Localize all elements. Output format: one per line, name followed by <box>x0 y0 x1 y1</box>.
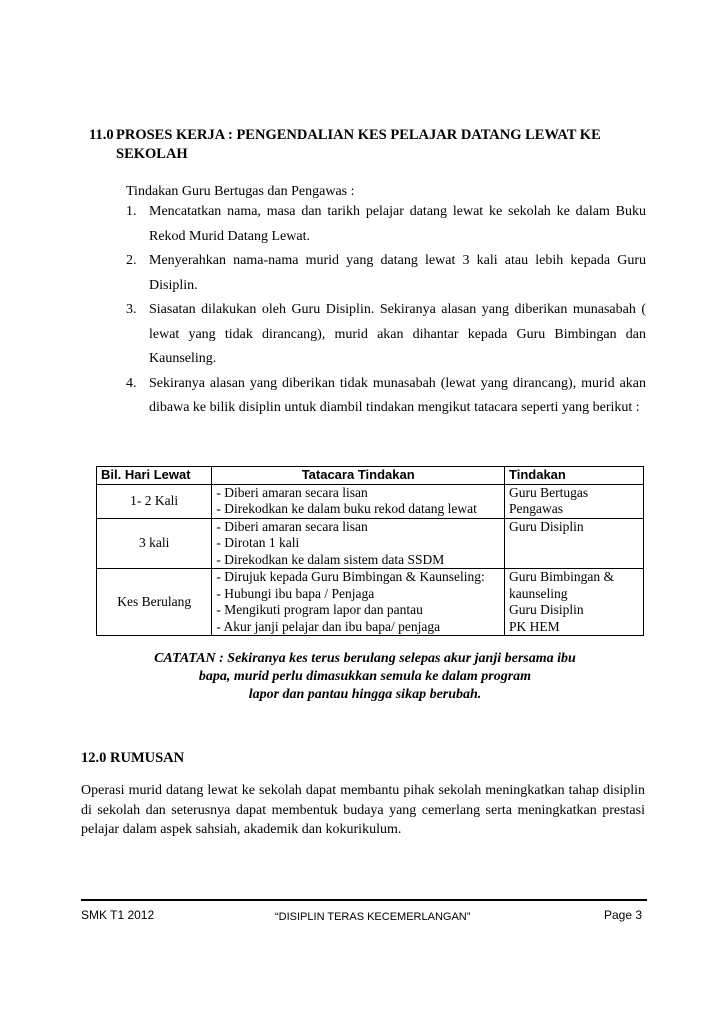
list-item <box>126 249 646 298</box>
header-tatacara-tindakan: Tatacara Tindakan <box>212 467 505 485</box>
list-item <box>126 200 646 249</box>
cell-tatacara <box>212 484 505 518</box>
section-11-intro: Tindakan Guru Bertugas dan Pengawas : <box>126 184 355 199</box>
list-item-text: Siasatan dilakukan oleh Guru Disiplin. Sekiranya alasan yang diberikan munasabah ( lewat yang tidak dirancang), murid akan dihantar kepada Guru Bimbingan dan Kaunseling. <box>149 302 646 366</box>
cell-hari: 1- 2 Kali <box>97 484 212 518</box>
tindakan-line: kaunseling <box>509 585 568 601</box>
steps-list <box>126 200 646 421</box>
table-header-row <box>97 467 644 485</box>
list-item-text: Mencatatkan nama, masa dan tarikh pelajar datang lewat ke sekolah ke dalam Buku Rekod Murid Datang Lewat. <box>149 204 646 244</box>
section-12-paragraph: Operasi murid datang lewat ke sekolah dapat membantu pihak sekolah meningkatkan tahap disiplin di sekolah dan seterusnya dapat membentuk budaya yang cemerlang serta meningkatkan prestasi pelajar dalam aspek sahsiah, akademik dan kokurikulum. <box>81 783 645 837</box>
footer-center: “DISIPLIN TERAS KECEMERLANGAN” <box>275 911 471 923</box>
section-12-heading: 12.0 RUMUSAN <box>81 750 185 766</box>
tindakan-line: Guru Bimbingan & <box>509 569 615 584</box>
tindakan-line: Pengawas <box>509 501 564 516</box>
list-item-number: 1. <box>126 204 137 219</box>
catatan-line: lapor dan pantau hingga sikap berubah. <box>248 687 482 702</box>
table-row <box>97 518 644 569</box>
action-table <box>96 466 644 636</box>
section-11-title: PROSES KERJA : PENGENDALIAN KES PELAJAR DATANG LEWAT KE SEKOLAH <box>116 127 601 162</box>
cell-tatacara <box>212 518 505 569</box>
footer-left: SMK T1 2012 <box>81 908 155 922</box>
tatacara-line: - Direkodkan ke dalam buku rekod datang lewat <box>216 501 477 516</box>
tatacara-line: - Hubungi ibu bapa / Penjaga <box>216 585 375 601</box>
tindakan-line: Guru Disiplin <box>509 518 584 534</box>
list-item-number: 3. <box>126 302 137 317</box>
tindakan-line: PK HEM <box>509 618 560 634</box>
list-item-number: 4. <box>126 375 137 391</box>
tindakan-line: Guru Bertugas <box>509 484 589 500</box>
catatan-line: bapa, murid perlu dimasukkan semula ke dalam program <box>198 669 532 684</box>
list-item-text: Sekiranya alasan yang diberikan tidak munasabah (lewat yang dirancang), murid akan dibawa ke bilik disiplin untuk diambil tindakan mengikut tatacara seperti yang berikut : <box>149 375 646 415</box>
tatacara-line: - Diberi amaran secara lisan <box>216 518 368 534</box>
cell-tindakan <box>505 569 644 636</box>
section-11-number: 11.0 <box>89 127 114 143</box>
header-bil-hari-lewat: Bil. Hari Lewat <box>97 467 212 485</box>
cell-hari: Kes Berulang <box>97 569 212 636</box>
list-item-text: Menyerahkan nama-nama murid yang datang lewat 3 kali atau lebih kepada Guru Disiplin. <box>149 253 646 293</box>
tatacara-line: - Dirujuk kepada Guru Bimbingan & Kaunseling: <box>216 569 485 584</box>
tatacara-line: - Akur janji pelajar dan ibu bapa/ penjaga <box>216 618 441 634</box>
tatacara-line: - Dirotan 1 kali <box>216 535 300 550</box>
tatacara-line: - Diberi amaran secara lisan <box>216 484 368 500</box>
table-row <box>97 569 644 636</box>
cell-hari: 3 kali <box>97 518 212 569</box>
table-row <box>97 484 644 518</box>
list-item <box>126 372 646 421</box>
header-tindakan: Tindakan <box>505 467 644 485</box>
catatan-note <box>110 650 620 704</box>
list-item-number: 2. <box>126 253 137 268</box>
footer-page-number: Page 3 <box>604 908 643 922</box>
tatacara-line: - Direkodkan ke dalam sistem data SSDM <box>216 551 445 567</box>
catatan-line: CATATAN : Sekiranya kes terus berulang selepas akur janji bersama ibu <box>154 651 576 666</box>
tatacara-line: - Mengikuti program lapor dan pantau <box>216 602 423 617</box>
list-item <box>126 298 646 372</box>
cell-tatacara <box>212 569 505 636</box>
footer-divider <box>81 899 647 901</box>
cell-tindakan <box>505 484 644 518</box>
cell-tindakan <box>505 518 644 569</box>
tindakan-line: Guru Disiplin <box>509 602 584 617</box>
